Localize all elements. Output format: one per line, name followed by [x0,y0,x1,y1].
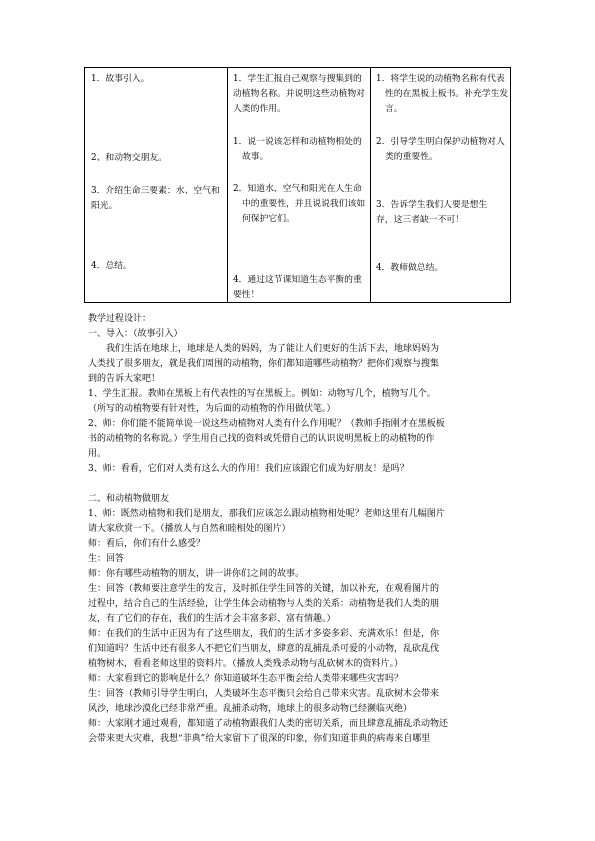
table-cell-text: 4．通过这节课知道生态平衡的重要性！ [233,275,362,300]
table-column-divider [370,68,371,302]
body-line: 师：看后，你们有什么感受？ [88,539,206,549]
table-cell-text: 4．教师做总结。 [376,263,444,273]
body-line: 我们生活在地球上，地球是人类的妈妈，为了能让人们更好的生活下去，地球妈妈为 [88,344,440,354]
lesson-plan-table [84,67,511,303]
body-line: 请大家欣赏一下。（播放人与自然和睦相处的图片） [88,524,291,534]
body-line: 书的动植物的名称说。）学生用自己找的资料或凭借自己的认识说明黑板上的动植物的作 [88,434,435,444]
table-cell-text: 2、和动物交朋友。 [91,153,167,163]
body-line: 师：你有哪些动植物的朋友，讲一讲你们之间的故事。 [88,569,305,579]
body-line: 师：在我们的生活中正因为有了这些朋友，我们的生活才多姿多彩、充满欢乐！但是，你 [88,629,440,639]
body-line: 师：大家刚才通过观看，都知道了动植物跟我们人类的密切关系，而且肆意乱捕乱杀动物还 [88,719,449,729]
table-column-divider [227,68,228,302]
body-line: 一、导入：（故事引入） [88,329,183,339]
body-line: 生：回答 [88,554,125,564]
body-line: 会带来更大灾难，我想“非典”给大家留下了很深的印象，你们知道非典的病毒来自哪里 [88,734,431,744]
body-line: 风沙，地球沙漠化已经非常严重。乱捕杀动物，地球上的很多动物已经濒临灭绝） [88,704,413,714]
body-line: 师：大家看到它的影响是什么？你知道破坏生态平衡会给人类带来哪些灾害吗？ [88,674,404,684]
body-line: 友，有了它们的存在，我们的生活才会丰富多彩、富有情趣。） [88,614,336,624]
table-cell-text: 2．引导学生明白保护动植物对人类的重要性。 [376,137,505,162]
table-cell-text: 1．学生汇报自己观察与搜集到的动植物名称。并说明这些动植物对人类的作用。 [233,74,365,114]
table-cell-text: 1．将学生说的动植物名称有代表性的在黑板上板书。补充学生发言。 [376,74,509,114]
body-line [88,477,518,492]
lesson-process-text [88,312,518,747]
table-cell-text: 3．告诉学生我们人要是想生存，这三者缺一不可！ [376,200,488,225]
table-cell-text: 2．知道水、空气和阳光在人生命中的重要性，并且说说我们该如何保护它们。 [233,184,366,224]
body-line: 用。 [88,449,107,459]
body-line: 到的告诉大家吧！ [88,374,161,384]
body-line: （所写的动植物要有针对性，为后面的动植物的作用做伏笔。） [88,404,336,414]
body-line: 生：回答（教师要注意学生的发言，及时抓住学生回答的关键，加以补充，在观看图片的 [88,584,440,594]
body-line: 生：回答（教师引导学生明白，人类破坏生态平衡只会给自己带来灾害。乱砍树木会带来 [88,689,440,699]
table-cell-text: 4．总结。 [91,261,132,271]
body-line: 1、学生汇报。教师在黑板上有代表性的写在黑板上。例如：动物写几个，植物写几个。 [88,389,436,399]
body-line: 2、师：你们能不能简单说一说这些动植物对人类有什么作用呢？（教师手指刚才在黑板板 [88,419,445,429]
body-line: 二、和动植物做朋友 [88,494,170,504]
body-line: 植物树木，看看老师这里的资料片。（播放人类残杀动物与乱砍树木的资料片。） [88,659,404,669]
body-line: 们知道吗？生活中还有很多人不把它们当朋友，肆意的乱捕乱杀可爱的小动物，乱砍乱伐 [88,644,440,654]
body-line: 人类找了很多朋友，就是我们周围的动植物，你们都知道哪些动植物？把你们观察与搜集 [88,359,440,369]
body-line: 教学过程设计： [88,314,152,324]
table-cell-text: 1．说一说该怎样和动植物相处的故事。 [233,137,362,162]
table-cell-text: 1．故事引入。 [91,74,150,84]
body-line: 1、师：既然动植物和我们是朋友，那我们应该怎么跟动植物相处呢？老师这里有几幅图片 [88,509,445,519]
table-cell-text: 3．介绍生命三要素：水、空气和阳光。 [91,186,220,211]
body-line: 过程中，结合自己的生活经验，让学生体会动植物与人类的关系：动植物是我们人类的朋 [88,599,440,609]
body-line: 3、师：看看，它们对人类有这么大的作用！我们应该跟它们成为好朋友！是吗？ [88,464,409,474]
